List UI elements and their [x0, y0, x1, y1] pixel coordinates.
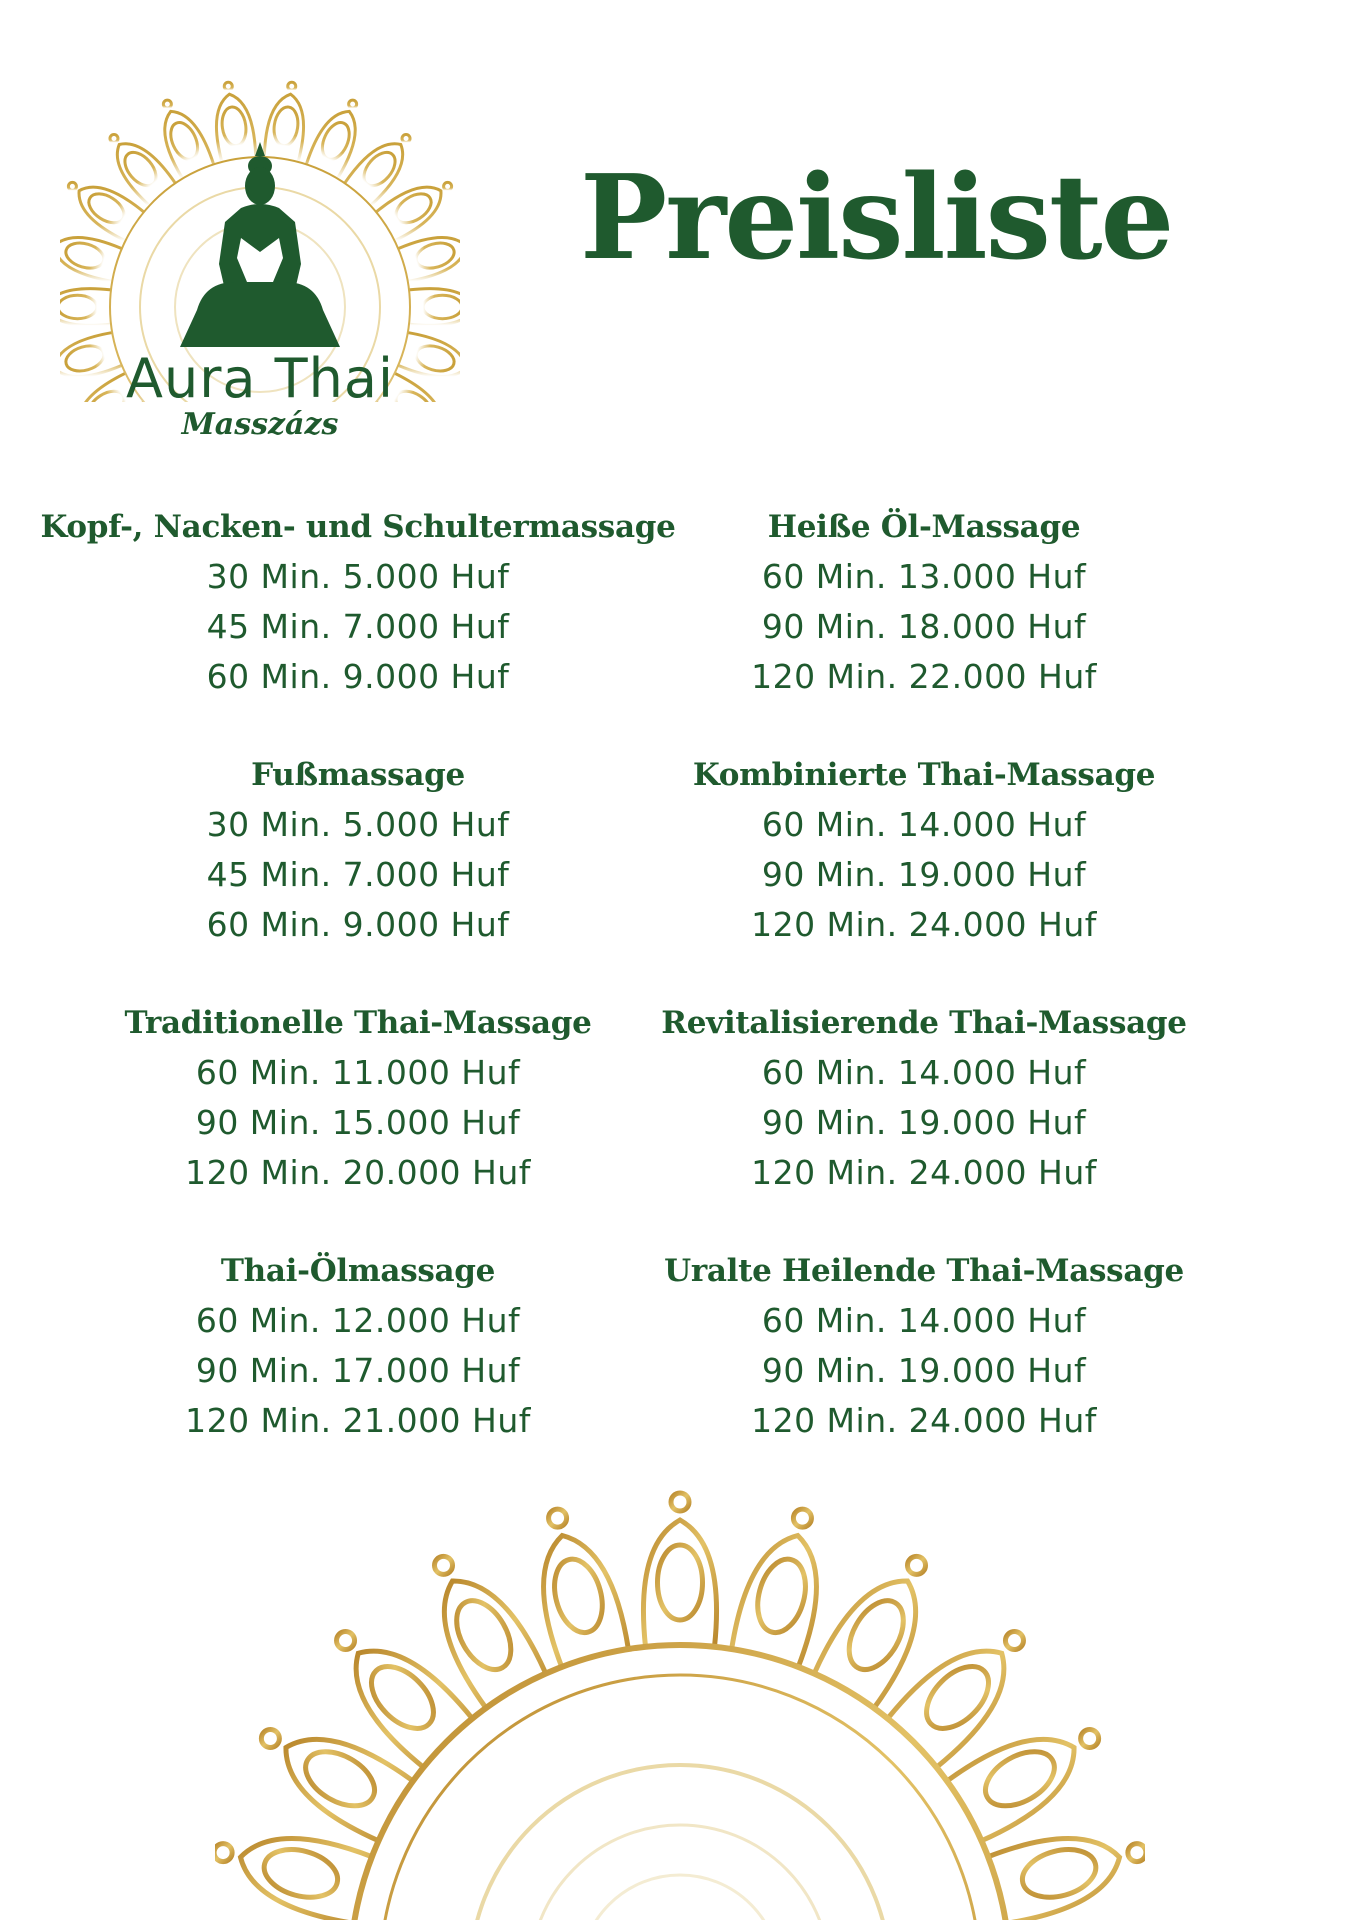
price-row: 90 Min. 17.000 Huf: [195, 1351, 521, 1390]
price-section-kopf-nacken-schulter: [38, 502, 678, 702]
logo: [55, 62, 465, 462]
mandala-icon: [215, 1455, 1145, 1920]
price-row: 90 Min. 18.000 Huf: [761, 607, 1087, 646]
price-row: 60 Min. 9.000 Huf: [206, 905, 510, 944]
price-section-kombinierte: [604, 750, 1244, 950]
price-section-thai-oel: [38, 1246, 678, 1446]
section-title: Kopf-, Nacken- und Schultermassage: [40, 509, 676, 545]
price-row: 30 Min. 5.000 Huf: [206, 557, 510, 596]
price-row: 120 Min. 20.000 Huf: [185, 1153, 531, 1192]
section-title: Kombinierte Thai-Massage: [692, 757, 1156, 793]
price-row: 90 Min. 15.000 Huf: [195, 1103, 521, 1142]
page-title: Preisliste: [580, 150, 1173, 286]
price-row: 120 Min. 24.000 Huf: [751, 1153, 1097, 1192]
price-section-fuss: [38, 750, 678, 950]
price-section-uralte-heilende: [604, 1246, 1244, 1446]
price-row: 45 Min. 7.000 Huf: [206, 855, 510, 894]
brand-name: Aura Thai: [126, 347, 394, 410]
price-row: 120 Min. 24.000 Huf: [751, 1401, 1097, 1440]
price-row: 120 Min. 24.000 Huf: [751, 905, 1097, 944]
section-title: Fußmassage: [251, 757, 465, 793]
price-row: 90 Min. 19.000 Huf: [761, 1351, 1087, 1390]
brand-subtitle: Masszázs: [181, 407, 339, 442]
buddha-icon: [175, 142, 345, 347]
section-title: Traditionelle Thai-Massage: [124, 1005, 592, 1041]
section-title: Uralte Heilende Thai-Massage: [664, 1253, 1184, 1289]
price-section-revitalisierende: [604, 998, 1244, 1198]
price-row: 60 Min. 12.000 Huf: [195, 1301, 521, 1340]
price-row: 60 Min. 14.000 Huf: [761, 1301, 1087, 1340]
price-row: 120 Min. 21.000 Huf: [185, 1401, 531, 1440]
price-section-traditionelle: [38, 998, 678, 1198]
price-row: 60 Min. 14.000 Huf: [761, 805, 1087, 844]
price-row: 60 Min. 13.000 Huf: [761, 557, 1087, 596]
price-row: 60 Min. 11.000 Huf: [195, 1053, 521, 1092]
section-title: Revitalisierende Thai-Massage: [661, 1005, 1187, 1041]
price-row: 90 Min. 19.000 Huf: [761, 855, 1087, 894]
section-title: Thai-Ölmassage: [220, 1253, 496, 1289]
price-row: 60 Min. 14.000 Huf: [761, 1053, 1087, 1092]
price-row: 45 Min. 7.000 Huf: [206, 607, 510, 646]
section-title: Heiße Öl-Massage: [767, 509, 1081, 545]
price-row: 30 Min. 5.000 Huf: [206, 805, 510, 844]
price-row: 120 Min. 22.000 Huf: [751, 657, 1097, 696]
price-row: 90 Min. 19.000 Huf: [761, 1103, 1087, 1142]
price-section-heisse-oel: [604, 502, 1244, 702]
price-row: 60 Min. 9.000 Huf: [206, 657, 510, 696]
